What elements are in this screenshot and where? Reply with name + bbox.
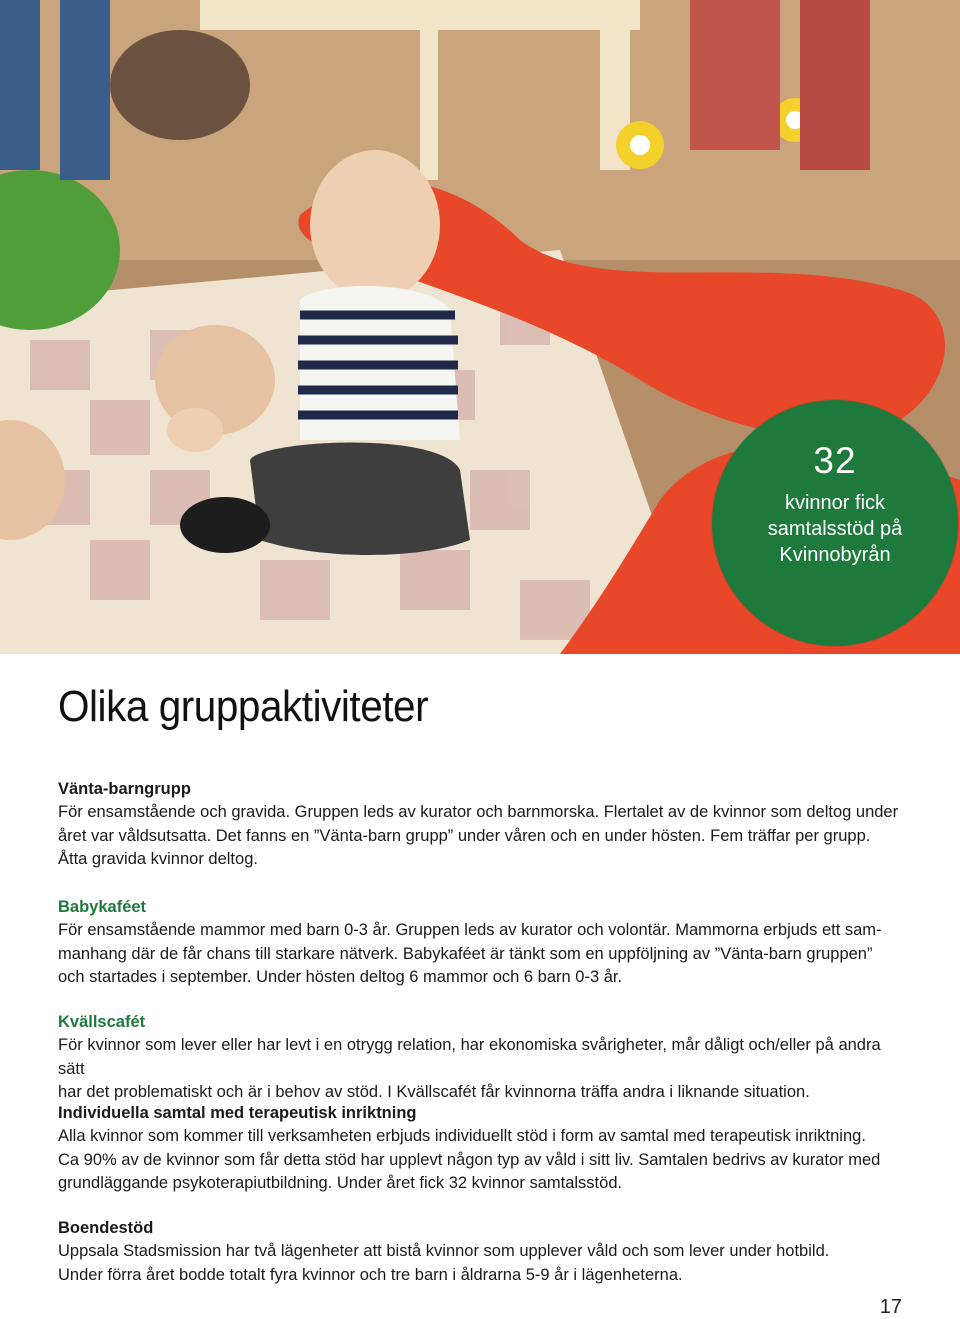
section-line: Ca 90% av de kvinnor som får detta stöd har upplevt någon typ av våld i sitt liv. Samtalen bedrivs av kurator med	[58, 1150, 881, 1169]
section-line: manhang där de får chans till starkare nätverk. Babykaféet är tänkt som en uppföljning av ”Vänta-barn gruppen”	[58, 944, 873, 963]
section-line: För ensamstående mammor med barn 0-3 år. Gruppen leds av kurator och volontär. Mammorna erbjuds ett sam-	[58, 921, 882, 939]
section-line: Uppsala Stadsmission har två lägenheter att bistå kvinnor som upplever våld och som lever under hotbild.	[58, 1242, 830, 1260]
section-heading: Boendestöd	[58, 1219, 154, 1237]
section-heading: Kvällscafét	[58, 1013, 146, 1031]
section-line: För ensamstående och gravida. Gruppen leds av kurator och barnmorska. Flertalet av de kvinnor som deltog under	[58, 803, 899, 821]
section-heading: Individuella samtal med terapeutisk inriktning	[58, 1104, 417, 1122]
badge-caption: kvinnor fick samtalsstöd på Kvinnobyrån	[767, 492, 903, 566]
section-babykafeet	[58, 896, 908, 990]
section-line: Alla kvinnor som kommer till verksamheten erbjuds individuellt stöd i form av samtal med terapeutisk inriktning.	[58, 1127, 866, 1145]
section-line: För kvinnor som lever eller har levt i en otrygg relation, har ekonomiska svårigheter, mår dåligt och/eller på andra sätt	[58, 1036, 881, 1078]
section-vanta-barngrupp	[58, 778, 908, 872]
section-heading: Vänta-barngrupp	[58, 780, 191, 798]
section-line: Under förra året bodde totalt fyra kvinnor och tre barn i åldrarna 5-9 år i lägenheterna.	[58, 1265, 683, 1284]
section-line: grundläggande psykoterapiutbildning. Under året fick 32 kvinnor samtalsstöd.	[58, 1174, 623, 1192]
section-line: året var våldsutsatta. Det fanns en ”Vänta-barn grupp” under våren och en under hösten. Fem träffar per grupp.	[58, 826, 871, 845]
section-line: och startades i september. Under hösten deltog 6 mammor och 6 barn 0-3 år.	[58, 968, 623, 986]
page-title: Olika gruppaktiviteter	[58, 682, 429, 731]
section-boendestod	[58, 1217, 908, 1287]
badge-number: 32	[813, 440, 857, 481]
section-line: Åtta gravida kvinnor deltog.	[58, 850, 258, 868]
page-number: 17	[879, 1296, 902, 1318]
section-heading: Babykaféet	[58, 898, 147, 916]
section-line: har det problematiskt och är i behov av stöd. I Kvällscafét får kvinnorna träffa andra i liknande situation.	[58, 1083, 810, 1101]
section-individuella-samtal	[58, 1102, 908, 1196]
statistic-badge	[712, 400, 958, 646]
section-kvallscafet	[58, 1011, 908, 1105]
